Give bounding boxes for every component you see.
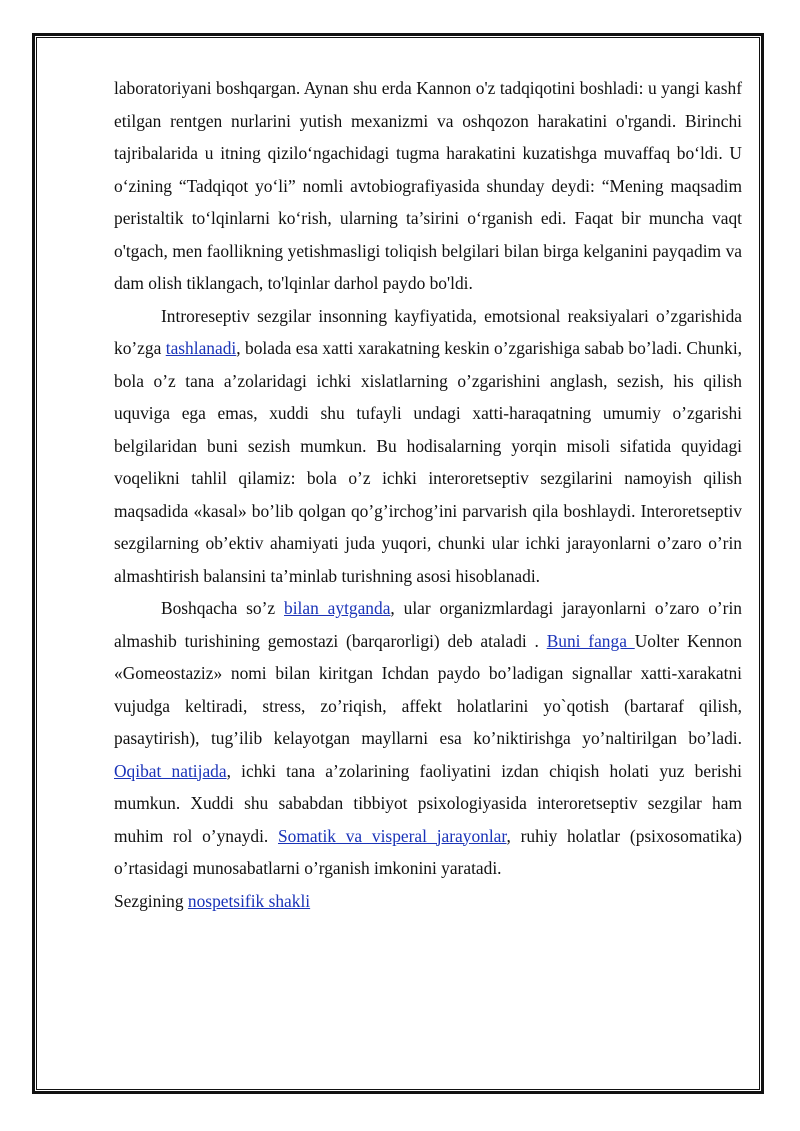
paragraph-3 (114, 592, 742, 885)
link-tashlanadi[interactable]: tashlanadi (165, 338, 237, 358)
link-bilan-aytganda[interactable]: bilan aytganda (284, 598, 391, 618)
link-buni-fanga[interactable]: Buni fanga (546, 630, 635, 651)
paragraph-1-text: laboratoriyani boshqargan. Aynan shu erda Kannon o'z tadqiqotini boshladi: u yangi kashf etilgan rentgen nurlarini yutish mexanizmi va oshqozon harakatini o'rgandi. Birinchi tajribalarida u itning qizilo‘ngachidagi tugma harakatini kuzatishga muvaffaq bo‘ldi. U o‘zining “Tadqiqot yo‘li” nomli avtobiografiyasida shunday deydi: “Mening maqsadim peristaltik to‘lqinlarni ko‘rish, ularning ta’sirini o‘rganish edi. Faqat bir muncha vaqt o'tgach, men faollikning yetishmasligi toliqish belgilari bilan birga kelganini payqadim va dam olish tiklangach, to'lqinlar darhol paydo bo'ldi. (114, 78, 742, 293)
paragraph-3-text-e: , ruhiy holatlar (psixosomatika) o’rtasidagi munosabatlarni o’rganish imkonini yaratadi. (114, 825, 742, 878)
paragraph-4-text: Sezgining (114, 890, 188, 911)
paragraph-2 (114, 300, 742, 593)
paragraph-2-text-b: , bolada esa xatti xarakatning keskin o’zgarishiga sabab bo’ladi. Chunki, bola o’z tana a’zolaridagi ichki xislatlarning o’zgarishini anglash, sezish, his qilish uquviga ega emas, xuddi shu tufayli undagi xatti-haraqatning umumiy o’zgarishi belgilaridan buni sezish mumkun. Bu hodisalarning yorqin misoli sifatida quyidagi voqelikni tahlil qilamiz: bola o’z ichki interoretseptiv sezgilarini namoyish qilish maqsadida «kasal» bo’lib qolgan qo’g’irchog’ini parvarish qila boshlaydi. Interoretseptiv sezgilarning ob’ektiv ahamiyati juda yuqori, chunki ular ichki jarayonlarni o’zaro o’rin almashtirish balansini ta’minlab turishning asosi hisoblanadi. (114, 338, 742, 586)
paragraph-3-text-a: Boshqacha so’z (161, 598, 285, 618)
link-somatik-va-visperal-jarayonlar[interactable]: Somatik va visperal jarayonlar (278, 825, 507, 846)
paragraph-3-text-c: Uolter Kennon «Gomeostaziz» nomi bilan kiritgan Ichdan paydo bo’ladigan signallar xatti-xarakatni vujudga keltiradi, stress, zo’riqish, affekt holatlarini yo`qotish (bartaraf qilish, pasaytirish), tug’ilib kelayotgan mayllarni esa ko’niktirishga yo’naltirilgan bo’ladi. (114, 630, 742, 748)
paragraph-2-text-a: Introreseptiv sezgilar insonning kayfiyatida, emotsional reaksiyalari o’zgarishida ko’zga (114, 305, 742, 358)
paragraph-4 (114, 885, 742, 918)
paragraph-3-text-b: , ular organizmlardagi jarayonlarni o’zaro o’rin almashib turishining gemostazi (barqarorligi) deb ataladi . (114, 598, 742, 651)
paragraph-1 (114, 72, 742, 300)
link-nospetsifik-shakli[interactable]: nospetsifik shakli (187, 890, 311, 911)
document-body (114, 72, 742, 917)
link-oqibat-natijada[interactable]: Oqibat natijada (114, 760, 227, 781)
paragraph-3-text-d: , ichki tana a’zolarining faoliyatini izdan chiqish holati yuz berishi mumkun. Xuddi shu sababdan tibbiyot psixologiyasida interoretseptiv sezgilar ham muhim rol o’ynaydi. (114, 760, 742, 846)
